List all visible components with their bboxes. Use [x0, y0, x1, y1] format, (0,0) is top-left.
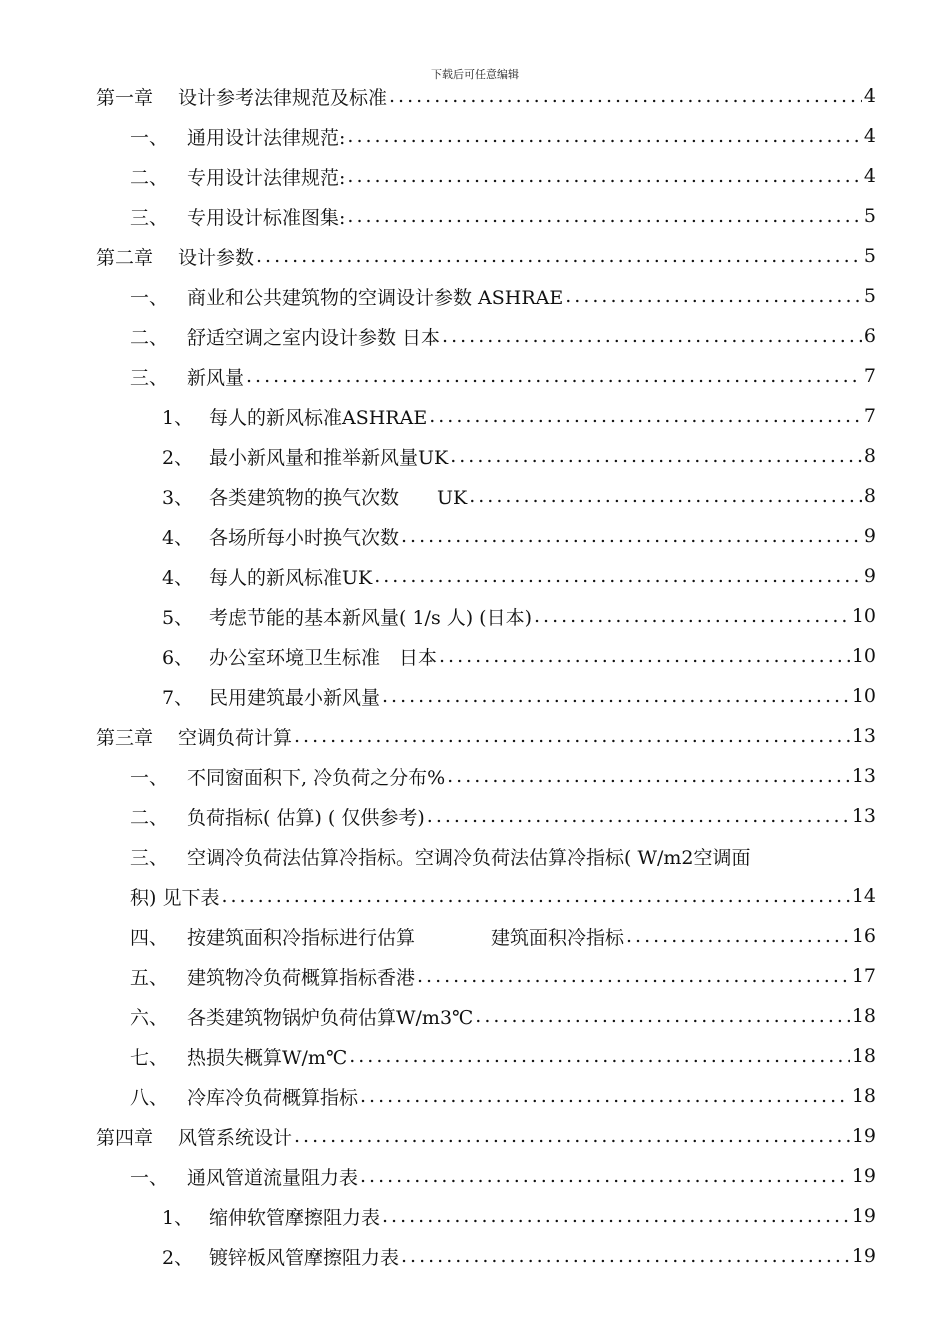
toc-title: 商业和公共建筑物的空调设计参数 ASHRAE — [187, 286, 564, 309]
toc-number: 一、 — [130, 1166, 169, 1189]
toc-number: 4、 — [162, 566, 194, 589]
toc-title: 专用设计标准图集: — [187, 206, 346, 229]
toc-entry[interactable] — [162, 396, 876, 436]
toc-number: 三、 — [130, 366, 169, 389]
toc-entry[interactable] — [130, 1156, 876, 1196]
toc-leader — [427, 805, 850, 827]
toc-title: 不同窗面积下, 冷负荷之分布% — [187, 766, 446, 789]
toc-title: 镀锌板风管摩擦阻力表 — [209, 1246, 400, 1269]
toc-leader — [221, 885, 849, 907]
toc-number: 三、 — [130, 846, 169, 869]
toc-number: 2、 — [162, 1246, 194, 1269]
toc-number: 六、 — [130, 1006, 169, 1029]
toc-page: 19 — [851, 1165, 876, 1187]
toc-entry[interactable] — [96, 1116, 876, 1156]
toc-title: 设计参数 — [178, 246, 255, 269]
toc-title: 热损失概算W/m℃ — [187, 1046, 348, 1069]
toc-number: 2、 — [162, 446, 194, 469]
toc-page: 8 — [863, 485, 876, 507]
toc-number: 1、 — [162, 1206, 194, 1229]
toc-title-continuation: 积) 见下表 — [130, 886, 220, 909]
toc-entry[interactable] — [130, 756, 876, 796]
toc-number: 四、 — [130, 926, 169, 949]
toc-entry[interactable] — [130, 796, 876, 836]
toc-title: 通风管道流量阻力表 — [187, 1166, 359, 1189]
toc-entry-wrapped[interactable] — [130, 836, 876, 876]
toc-leader — [294, 725, 850, 747]
toc-page: 18 — [851, 1005, 876, 1027]
toc-number: 1、 — [162, 406, 194, 429]
toc-leader — [382, 1205, 850, 1227]
toc-leader — [389, 85, 862, 107]
toc-number: 一、 — [130, 766, 169, 789]
toc-page: 16 — [851, 925, 876, 947]
toc-title: 缩伸软管摩擦阻力表 — [209, 1206, 381, 1229]
toc-entry[interactable] — [130, 116, 876, 156]
toc-number: 4、 — [162, 526, 194, 549]
toc-leader — [374, 565, 862, 587]
toc-page: 4 — [863, 125, 876, 147]
toc-leader — [401, 525, 862, 547]
toc-entry[interactable] — [130, 276, 876, 316]
toc-entry[interactable] — [96, 236, 876, 276]
toc-title: 每人的新风标准ASHRAE — [209, 406, 428, 429]
toc-leader — [475, 1005, 850, 1027]
toc-title: 舒适空调之室内设计参数 日本 — [187, 326, 441, 349]
toc-page: 5 — [863, 285, 876, 307]
toc-title: 最小新风量和推举新风量UK — [209, 446, 449, 469]
toc-page: 4 — [863, 85, 876, 107]
toc-entry[interactable] — [96, 716, 876, 756]
toc-title: 通用设计法律规范: — [187, 126, 346, 149]
toc-title: 新风量 — [187, 366, 245, 389]
toc-entry[interactable] — [162, 556, 876, 596]
toc-leader — [469, 485, 862, 507]
toc-entry[interactable] — [130, 1076, 876, 1116]
toc-title: 各类建筑物锅炉负荷估算W/m3℃ — [187, 1006, 474, 1029]
toc-number: 6、 — [162, 646, 194, 669]
toc-page: 19 — [851, 1205, 876, 1227]
toc-leader — [382, 685, 850, 707]
toc-entry[interactable] — [130, 996, 876, 1036]
toc-title: 民用建筑最小新风量 — [209, 686, 381, 709]
toc-title: 考虑节能的基本新风量( 1/s 人) (日本) — [209, 606, 533, 629]
toc-number: 7、 — [162, 686, 194, 709]
toc-title: 空调冷负荷法估算冷指标。空调冷负荷法估算冷指标( W/m2空调面 — [187, 846, 751, 869]
toc-page: 14 — [851, 885, 876, 907]
toc-page: 10 — [851, 605, 876, 627]
toc-leader — [417, 965, 850, 987]
toc-leader — [401, 1245, 850, 1267]
toc-title: 办公室环境卫生标准 日本 — [209, 646, 438, 669]
toc-leader — [442, 325, 862, 347]
toc-entry[interactable] — [162, 1236, 876, 1276]
toc-page: 5 — [863, 245, 876, 267]
toc-title: 每人的新风标准UK — [209, 566, 373, 589]
toc-leader — [294, 1125, 850, 1147]
toc-title: 各类建筑物的换气次数 UK — [209, 486, 468, 509]
toc-page: 8 — [863, 445, 876, 467]
toc-entry[interactable] — [162, 436, 876, 476]
toc-leader — [347, 125, 862, 147]
toc-leader — [256, 245, 862, 267]
toc-entry[interactable] — [130, 1036, 876, 1076]
toc-number: 七、 — [130, 1046, 169, 1069]
toc-page: 13 — [851, 805, 876, 827]
toc-leader — [349, 1045, 850, 1067]
toc-page: 9 — [863, 525, 876, 547]
toc-leader — [347, 165, 862, 187]
toc-leader — [429, 405, 862, 427]
toc-entry[interactable] — [130, 156, 876, 196]
toc-title: 按建筑面积冷指标进行估算 建筑面积冷指标 — [187, 926, 625, 949]
toc-leader — [246, 365, 862, 387]
toc-title: 各场所每小时换气次数 — [209, 526, 400, 549]
toc-number: 第二章 — [96, 246, 154, 269]
toc-leader — [439, 645, 850, 667]
toc-leader — [347, 205, 862, 227]
toc-page: 19 — [851, 1125, 876, 1147]
toc-entry[interactable] — [162, 476, 876, 516]
toc-entry[interactable] — [96, 76, 876, 116]
toc-page: 6 — [863, 325, 876, 347]
toc-entry[interactable] — [162, 516, 876, 556]
toc-page: 18 — [851, 1045, 876, 1067]
toc-entry[interactable] — [130, 196, 876, 236]
toc-leader — [360, 1165, 850, 1187]
toc-entry[interactable] — [130, 916, 876, 956]
toc-title: 空调负荷计算 — [178, 726, 293, 749]
toc-page: 13 — [851, 725, 876, 747]
toc-number: 一、 — [130, 126, 169, 149]
toc-page: 10 — [851, 685, 876, 707]
toc-number: 二、 — [130, 166, 169, 189]
toc-number: 5、 — [162, 606, 194, 629]
toc-number: 第一章 — [96, 86, 154, 109]
toc-number: 三、 — [130, 206, 169, 229]
toc-number: 二、 — [130, 806, 169, 829]
toc-entry[interactable] — [162, 1196, 876, 1236]
toc-number: 第四章 — [96, 1126, 154, 1149]
toc-entry[interactable] — [130, 316, 876, 356]
toc-page: 9 — [863, 565, 876, 587]
page-header: 下载后可任意编辑 — [431, 68, 519, 81]
toc-title: 风管系统设计 — [178, 1126, 293, 1149]
toc-entry[interactable] — [162, 596, 876, 636]
toc-leader — [447, 765, 850, 787]
toc-page: 10 — [851, 645, 876, 667]
toc-title: 冷库冷负荷概算指标 — [187, 1086, 359, 1109]
toc-page: 17 — [851, 965, 876, 987]
toc-number: 八、 — [130, 1086, 169, 1109]
toc-page: 7 — [863, 365, 876, 387]
toc-page: 7 — [863, 405, 876, 427]
toc-entry[interactable] — [162, 676, 876, 716]
toc-page: 4 — [863, 165, 876, 187]
toc-leader — [626, 925, 850, 947]
toc-entry[interactable] — [130, 356, 876, 396]
toc-entry-continuation[interactable] — [130, 876, 876, 916]
toc-page: 5 — [863, 205, 876, 227]
toc-leader — [565, 285, 862, 307]
toc-number: 二、 — [130, 326, 169, 349]
toc-page: 18 — [851, 1085, 876, 1107]
toc-title: 设计参考法律规范及标准 — [178, 86, 388, 109]
toc-number: 五、 — [130, 966, 169, 989]
toc-leader — [534, 605, 850, 627]
toc-page: 19 — [851, 1245, 876, 1267]
toc-number: 一、 — [130, 286, 169, 309]
toc-number: 第三章 — [96, 726, 154, 749]
toc-title: 建筑物冷负荷概算指标香港 — [187, 966, 416, 989]
toc-title: 专用设计法律规范: — [187, 166, 346, 189]
toc-leader — [450, 445, 862, 467]
toc-page: 13 — [851, 765, 876, 787]
toc-entry[interactable] — [130, 956, 876, 996]
toc-title: 负荷指标( 估算) ( 仅供参考) — [187, 806, 425, 829]
toc-leader — [360, 1085, 850, 1107]
toc-entry[interactable] — [162, 636, 876, 676]
toc-number: 3、 — [162, 486, 194, 509]
